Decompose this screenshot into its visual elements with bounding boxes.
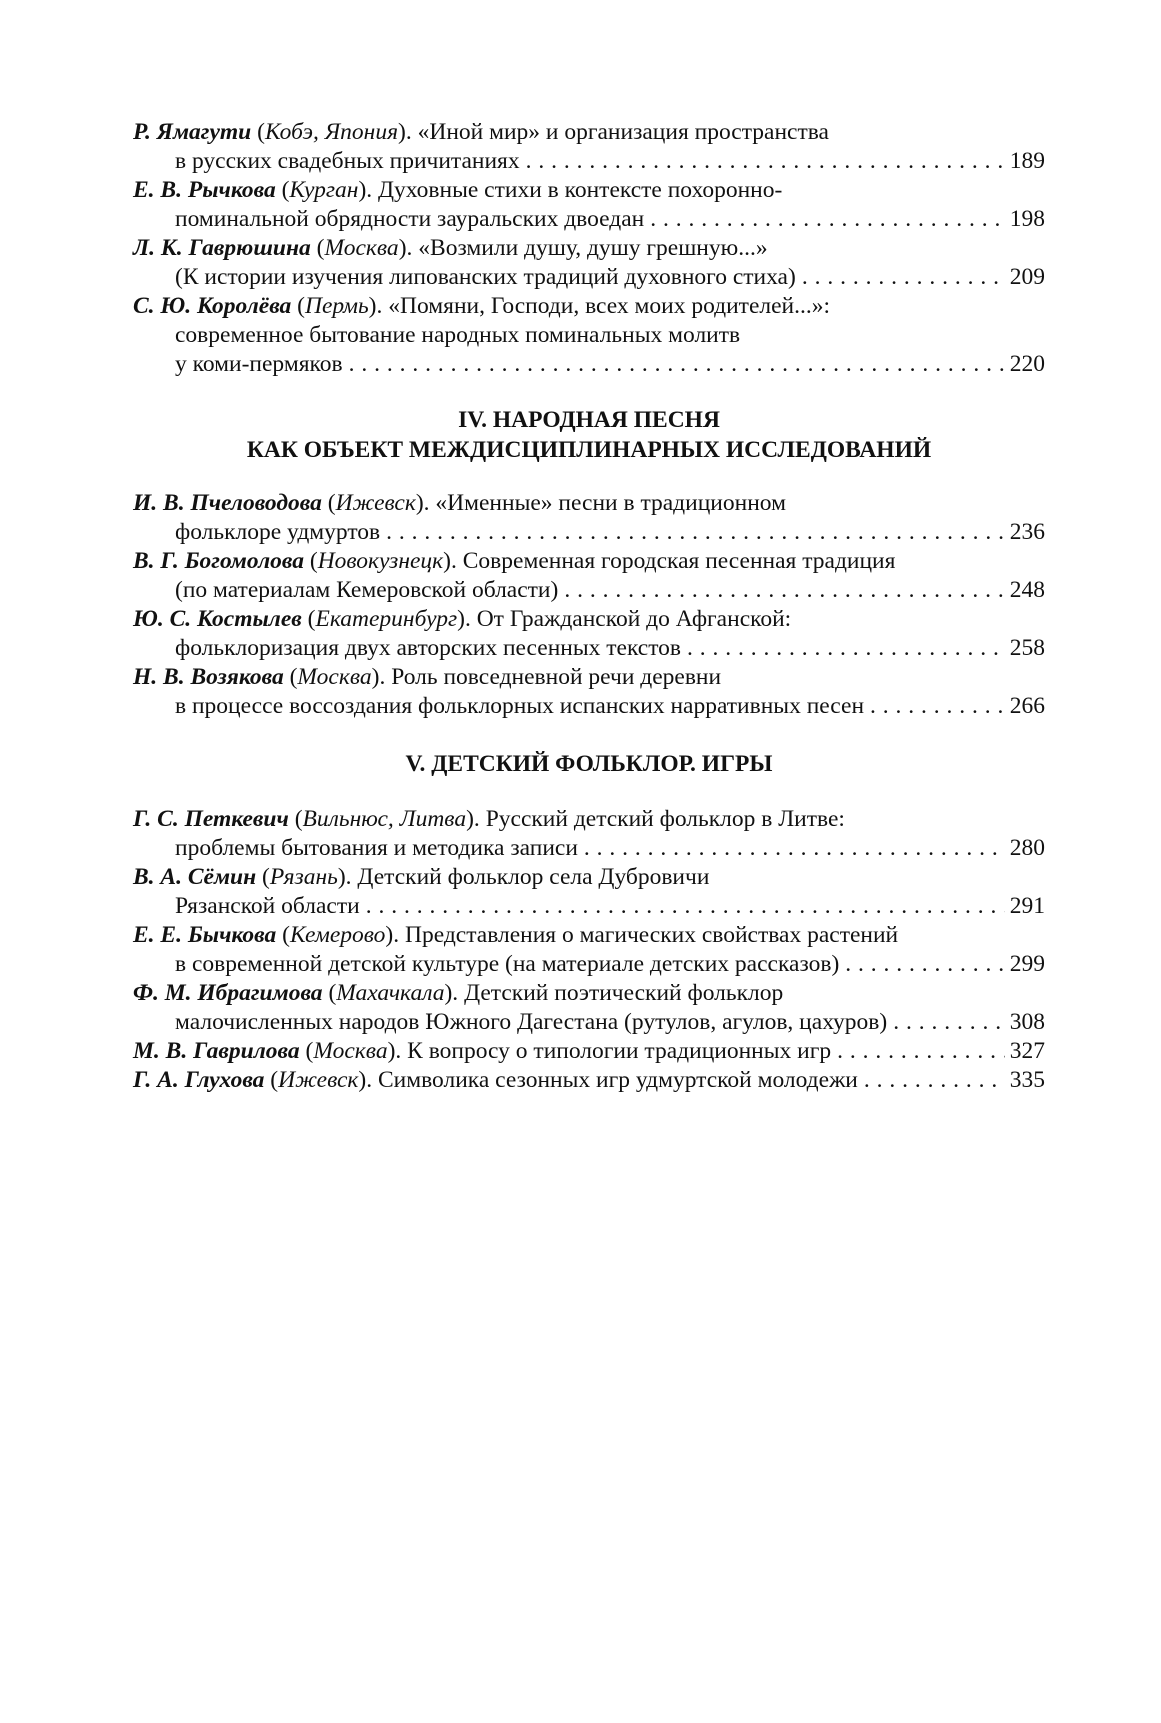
toc-entry[interactable]: Е. В. Рычкова (Курган). Духовные стихи в контексте похоронно- поминальной обрядности зауральских двоедан . . . 198 xyxy=(133,176,1045,234)
entry-author: Г. А. Глухова xyxy=(133,1067,265,1093)
entry-city: Вильнюс, Литва xyxy=(302,806,467,832)
entry-page-number: 220 xyxy=(1009,351,1045,377)
section-heading-5 xyxy=(133,749,1045,779)
entry-author: И. В. Пчеловодова xyxy=(133,490,322,516)
entry-page-number: 248 xyxy=(1009,577,1045,603)
toc-entry[interactable]: Ф. М. Ибрагимова (Махачкала). Детский поэтический фольклор малочисленных народов Южного Дагестана (рутулов, агулов, цахуров) . . . 308 xyxy=(133,979,1045,1037)
entry-title-line: (по материалам Кемеровской области) xyxy=(175,577,559,603)
entry-title-line: (К истории изучения липованских традиций духовного стиха) xyxy=(175,264,796,290)
entry-page-number: 299 xyxy=(1009,951,1045,977)
toc-entry[interactable]: С. Ю. Королёва (Пермь). «Помяни, Господи, всех моих родителей...»: современное бытование народных поминальных молитв у коми-пермяков . . . 220 xyxy=(133,292,1045,379)
entry-author: М. В. Гаврилова xyxy=(133,1038,300,1064)
section-heading-line: V. ДЕТСКИЙ ФОЛЬКЛОР. ИГРЫ xyxy=(405,751,773,777)
entry-city: Кемерово xyxy=(289,922,386,948)
entry-title-line: «Возмили душу, душу грешную...» xyxy=(418,235,768,261)
dot-leader xyxy=(650,205,1005,234)
entry-title-line: фольклоризация двух авторских песенных текстов xyxy=(175,635,682,661)
entry-author: Л. К. Гаврюшина xyxy=(133,235,311,261)
toc-entry[interactable]: Г. А. Глухова (Ижевск). Символика сезонных игр удмуртской молодежи . . . 335 xyxy=(133,1066,1045,1095)
dot-leader xyxy=(687,634,1005,663)
toc-group-1 xyxy=(133,118,1045,379)
toc-entry[interactable]: Н. В. Возякова (Москва). Роль повседневной речи деревни в процессе воссоздания фольклорных испанских нарративных песен . . . 266 xyxy=(133,663,1045,721)
entry-city: Москва xyxy=(297,664,372,690)
dot-leader xyxy=(584,834,1005,863)
entry-page-number: 258 xyxy=(1009,635,1045,661)
dot-leader xyxy=(386,518,1005,547)
dot-leader xyxy=(366,892,1005,921)
entry-title-line: Детский фольклор села Дубровичи xyxy=(357,864,710,890)
entry-title-line: Детский поэтический фольклор xyxy=(464,980,784,1006)
entry-page-number: 209 xyxy=(1009,264,1045,290)
dot-leader xyxy=(526,147,1005,176)
entry-page-number: 308 xyxy=(1009,1009,1045,1035)
entry-author: Е. В. Рычкова xyxy=(133,177,276,203)
dot-leader xyxy=(837,1037,1005,1066)
table-of-contents xyxy=(133,118,1045,1095)
entry-title-line: поминальной обрядности зауральских двоедан xyxy=(175,206,645,232)
entry-title-line: «Именные» песни в традиционном xyxy=(435,490,786,516)
entry-author: В. Г. Богомолова xyxy=(133,548,304,574)
entry-page-number: 236 xyxy=(1009,519,1045,545)
entry-title-line: К вопросу о типологии традиционных игр xyxy=(407,1038,832,1064)
entry-title-line: проблемы бытования и методика записи xyxy=(175,835,578,861)
entry-title-line: Рязанской области xyxy=(175,893,360,919)
entry-title-line: Духовные стихи в контексте похоронно- xyxy=(378,177,783,203)
entry-author: Г. С. Петкевич xyxy=(133,806,289,832)
toc-entry[interactable]: Ю. С. Костылев (Екатеринбург). От Гражданской до Афганской: фольклоризация двух авторских песенных текстов . . . 258 xyxy=(133,605,1045,663)
entry-title-line: Представления о магических свойствах растений xyxy=(405,922,899,948)
entry-page-number: 198 xyxy=(1009,206,1045,232)
entry-title-line: «Иной мир» и организация пространства xyxy=(417,119,829,145)
dot-leader xyxy=(802,263,1005,292)
entry-page-number: 280 xyxy=(1009,835,1045,861)
entry-title-line: в процессе воссоздания фольклорных испанских нарративных песен xyxy=(175,693,865,719)
toc-entry[interactable]: И. В. Пчеловодова (Ижевск). «Именные» песни в традиционном фольклоре удмуртов . . . 236 xyxy=(133,489,1045,547)
dot-leader xyxy=(845,950,1004,979)
entry-author: Н. В. Возякова xyxy=(133,664,284,690)
entry-title-line: «Помяни, Господи, всех моих родителей...»: xyxy=(388,293,831,319)
entry-city: Ижевск xyxy=(278,1067,359,1093)
entry-title-line: Современная городская песенная традиция xyxy=(462,548,896,574)
entry-title-line: Русский детский фольклор в Литве: xyxy=(485,806,845,832)
toc-group-4 xyxy=(133,489,1045,721)
entry-title-line: у коми-пермяков xyxy=(175,351,343,377)
entry-page-number: 189 xyxy=(1009,148,1045,174)
toc-entry[interactable]: Г. С. Петкевич (Вильнюс, Литва). Русский детский фольклор в Литве: проблемы бытования и методика записи . . . 280 xyxy=(133,805,1045,863)
entry-city: Кобэ, Япония xyxy=(264,119,399,145)
entry-city: Новокузнецк xyxy=(317,548,444,574)
dot-leader xyxy=(349,350,1005,379)
entry-title-line: Символика сезонных игр удмуртской молодежи xyxy=(377,1067,858,1093)
toc-entry[interactable]: Л. К. Гаврюшина (Москва). «Возмили душу, душу грешную...» (К истории изучения липованских традиций духовного стиха) . . . 209 xyxy=(133,234,1045,292)
entry-title-line: в современной детской культуре (на материале детских рассказов) xyxy=(175,951,840,977)
entry-title-line: современное бытование народных поминальных молитв xyxy=(175,322,741,348)
entry-page-number: 266 xyxy=(1009,693,1045,719)
entry-author: Р. Ямагути xyxy=(133,119,252,145)
section-heading-line: КАК ОБЪЕКТ МЕЖДИСЦИПЛИНАРНЫХ ИССЛЕДОВАНИЙ xyxy=(246,437,932,463)
toc-entry[interactable]: Е. Е. Бычкова (Кемерово). Представления о магических свойствах растений в современной детской культуре (на материале детских рассказов) . . . 299 xyxy=(133,921,1045,979)
dot-leader xyxy=(870,692,1005,721)
entry-city: Махачкала xyxy=(336,980,445,1006)
entry-author: Ф. М. Ибрагимова xyxy=(133,980,323,1006)
dot-leader xyxy=(864,1066,1005,1095)
entry-city: Пермь xyxy=(304,293,369,319)
entry-title-line: малочисленных народов Южного Дагестана (рутулов, агулов, цахуров) xyxy=(175,1009,888,1035)
dot-leader xyxy=(893,1008,1005,1037)
entry-author: С. Ю. Королёва xyxy=(133,293,292,319)
entry-city: Екатеринбург xyxy=(315,606,458,632)
entry-title-line: фольклоре удмуртов xyxy=(175,519,381,545)
toc-entry[interactable]: В. А. Сёмин (Рязань). Детский фольклор села Дубровичи Рязанской области . . . 291 xyxy=(133,863,1045,921)
entry-page-number: 327 xyxy=(1009,1038,1045,1064)
entry-title-line: Роль повседневной речи деревни xyxy=(391,664,722,690)
entry-author: Е. Е. Бычкова xyxy=(133,922,277,948)
entry-author: Ю. С. Костылев xyxy=(133,606,302,632)
section-heading-4 xyxy=(133,405,1045,465)
entry-city: Москва xyxy=(324,235,399,261)
entry-title-line: в русских свадебных причитаниях xyxy=(175,148,520,174)
entry-city: Курган xyxy=(289,177,359,203)
toc-group-5 xyxy=(133,805,1045,1095)
toc-entry[interactable]: Р. Ямагути (Кобэ, Япония). «Иной мир» и организация пространства в русских свадебных причитаниях . . . 189 xyxy=(133,118,1045,176)
entry-page-number: 291 xyxy=(1009,893,1045,919)
entry-city: Москва xyxy=(313,1038,388,1064)
entry-city: Ижевск xyxy=(335,490,416,516)
entry-author: В. А. Сёмин xyxy=(133,864,257,890)
dot-leader xyxy=(564,576,1004,605)
section-heading-line: IV. НАРОДНАЯ ПЕСНЯ xyxy=(458,407,720,433)
entry-city: Рязань xyxy=(269,864,338,890)
entry-title-line: От Гражданской до Афганской: xyxy=(476,606,792,632)
toc-entry[interactable]: М. В. Гаврилова (Москва). К вопросу о типологии традиционных игр . . . 327 xyxy=(133,1037,1045,1066)
toc-entry[interactable]: В. Г. Богомолова (Новокузнецк). Современная городская песенная традиция (по материалам Кемеровской области) . . . 248 xyxy=(133,547,1045,605)
entry-page-number: 335 xyxy=(1009,1067,1045,1093)
